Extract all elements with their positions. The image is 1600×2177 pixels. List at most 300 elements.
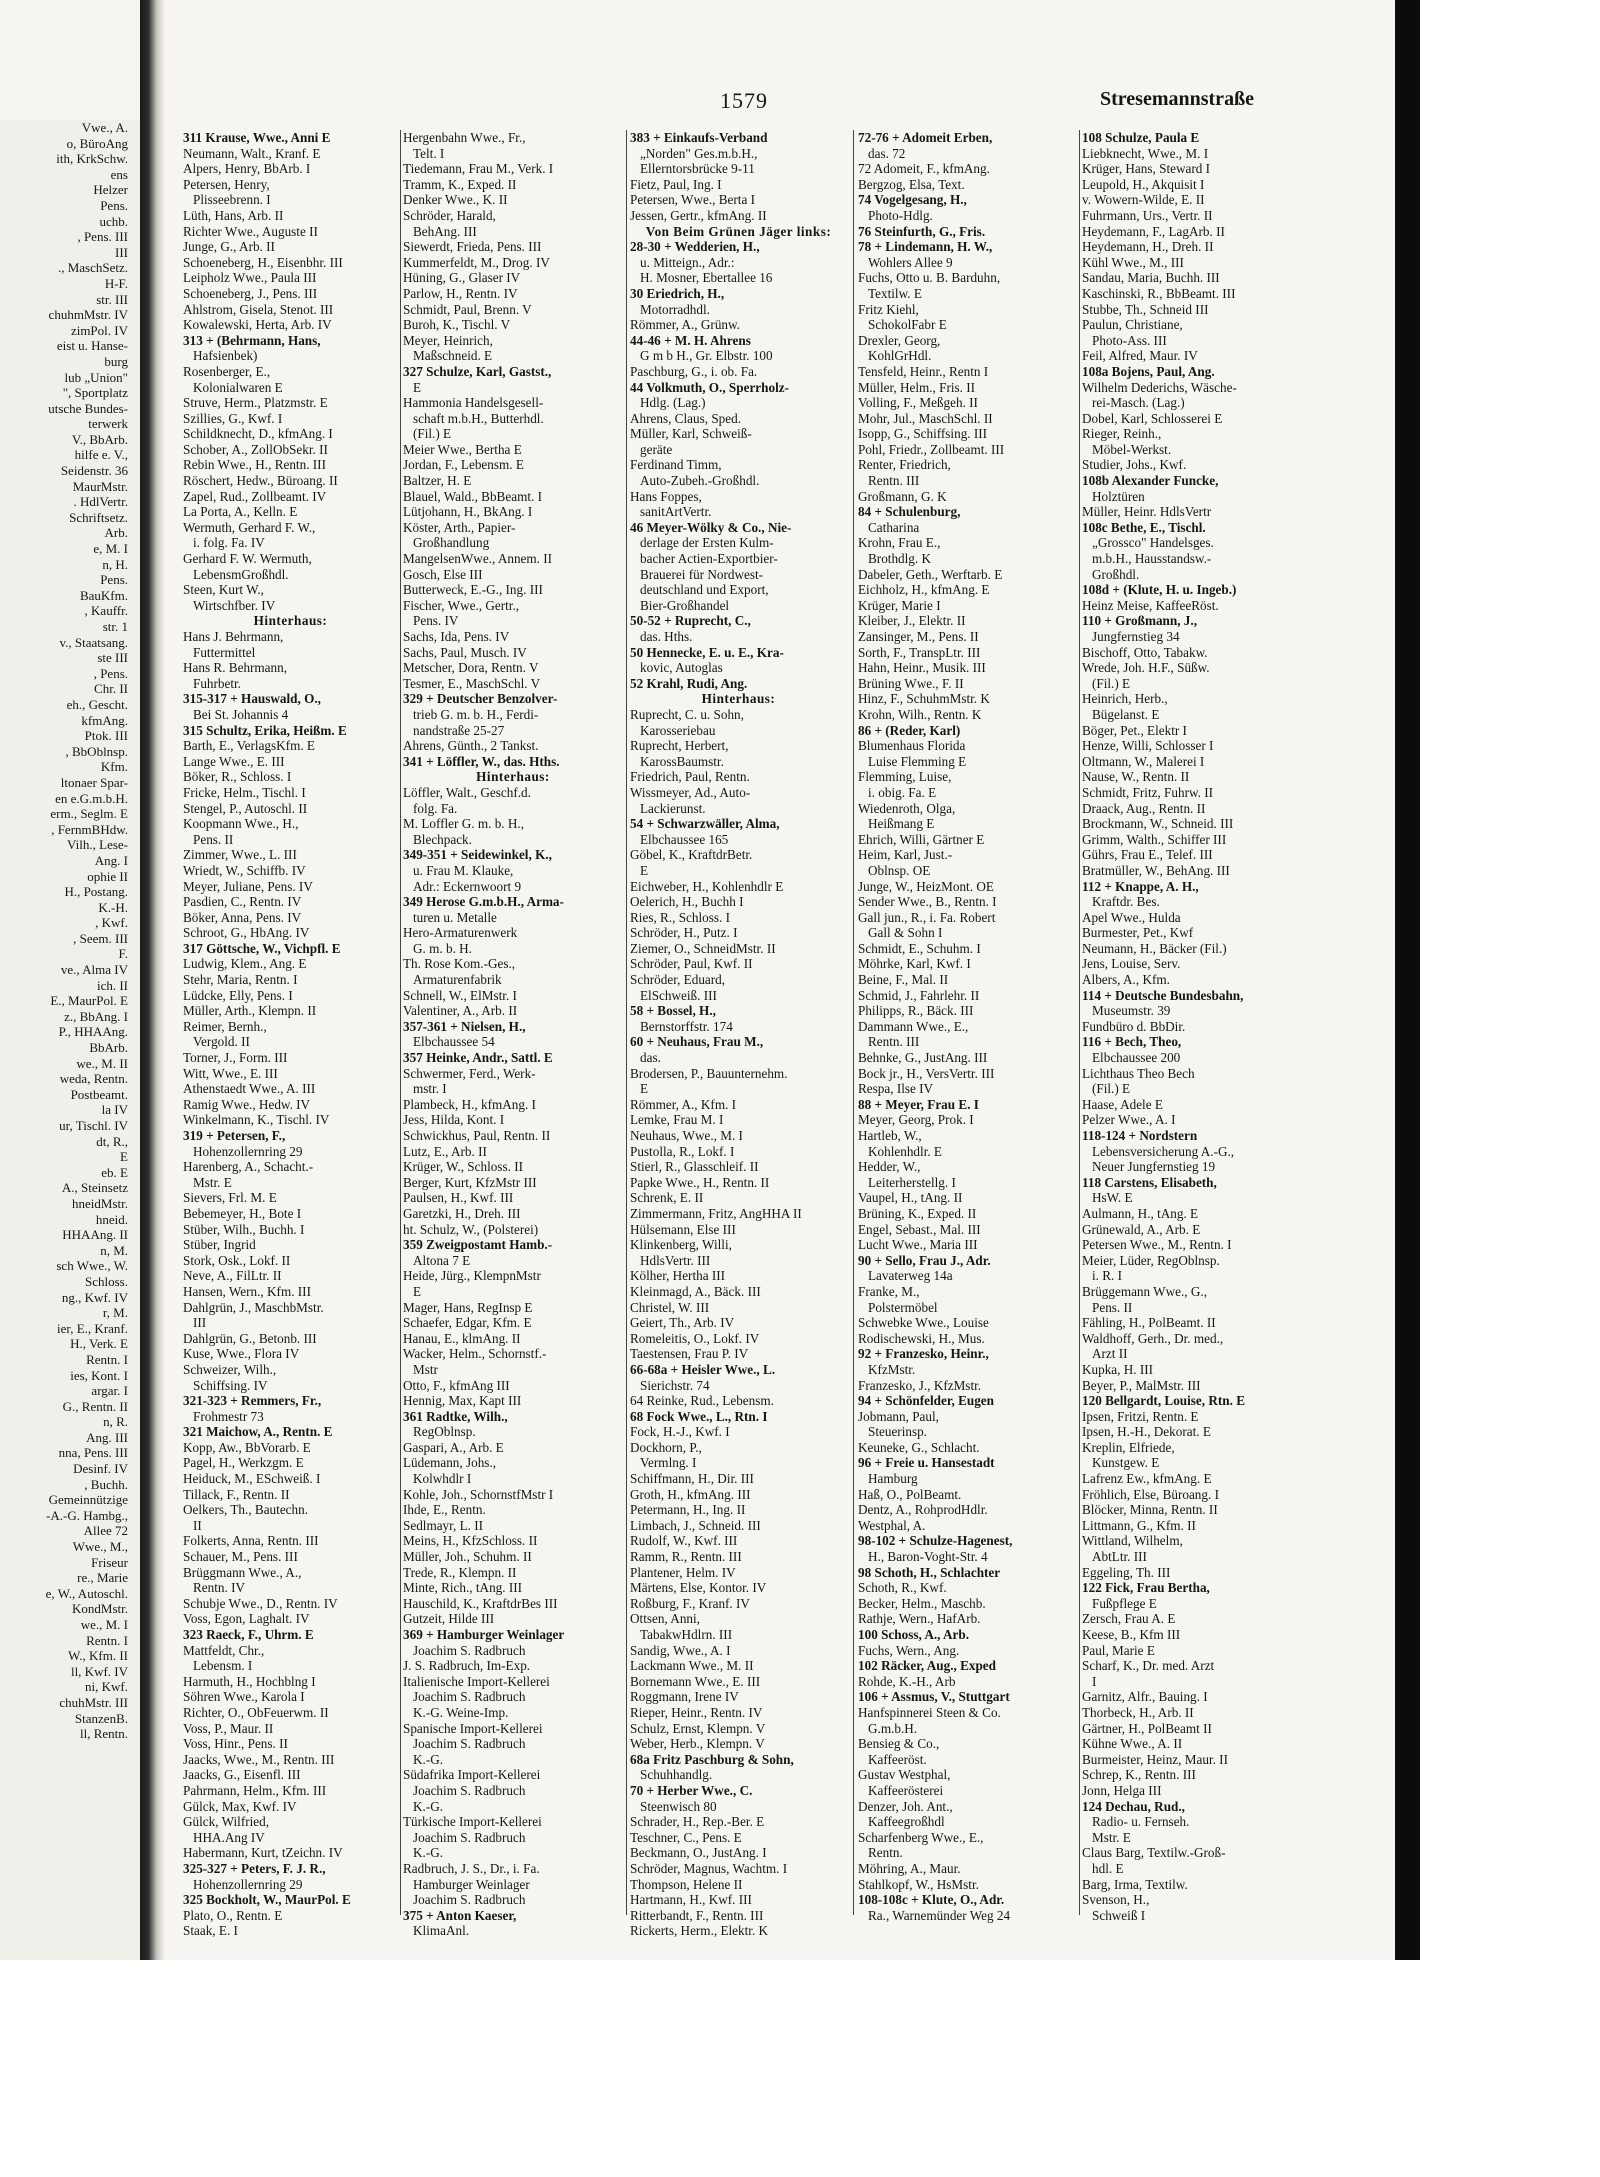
directory-entry: Schröder, Eduard, <box>630 972 726 988</box>
directory-entry: Otto, F., kfmAng III <box>403 1377 510 1393</box>
directory-entry: Mattfeldt, Chr., <box>183 1642 265 1658</box>
directory-entry: Neumann, Walt., Kranf. E <box>183 145 321 161</box>
directory-entry: Museumstr. 39 <box>1092 1003 1171 1019</box>
directory-entry: Folkerts, Anna, Rentn. III <box>183 1533 319 1549</box>
directory-entry: i. obig. Fa. E <box>868 784 937 800</box>
directory-entry: Zersch, Frau A. E <box>1082 1611 1176 1627</box>
directory-entry: Petersen, Henry, <box>183 176 270 192</box>
facing-page-line: Schloss. <box>85 1273 128 1289</box>
facing-page-line: Friseur <box>91 1554 128 1570</box>
directory-entry: Pasdien, C., Rentn. IV <box>183 894 302 910</box>
directory-entry: Hammonia Handelsgesell- <box>403 395 544 411</box>
directory-entry: Becker, Helm., Maschb. <box>858 1595 986 1611</box>
directory-entry: Futtermittel <box>193 644 256 660</box>
house-number-entry: 106 + Assmus, V., Stuttgart <box>858 1689 1010 1705</box>
facing-page-line: Allee 72 <box>83 1523 128 1539</box>
facing-page-line: uchb. <box>99 213 128 229</box>
directory-entry: Rickerts, Herm., Elektr. K <box>630 1923 769 1939</box>
directory-entry: Krohn, Frau E., <box>858 535 941 551</box>
directory-entry: Hans R. Behrmann, <box>183 660 288 676</box>
directory-entry: Oelerich, H., Buchh I <box>630 894 744 910</box>
directory-entry: Jonn, Helga III <box>1082 1782 1162 1798</box>
directory-entry: Hinz, F., SchuhmMstr. K <box>858 691 990 707</box>
directory-entry: Schwermer, Ferd., Werk- <box>403 1065 536 1081</box>
directory-entry: Meyer, Heinrich, <box>403 332 493 348</box>
directory-entry: Bergzog, Elsa, Text. <box>858 176 965 192</box>
directory-entry: Waldhoff, Gerh., Dr. med., <box>1082 1330 1224 1346</box>
facing-page-line: P., HHAAng. <box>58 1024 128 1040</box>
directory-entry: Dockhorn, P., <box>630 1439 702 1455</box>
facing-page-line: E <box>120 1149 128 1165</box>
directory-entry: AbtLtr. III <box>1092 1549 1147 1565</box>
house-number-entry: 108d + (Klute, H. u. Ingeb.) <box>1082 582 1237 598</box>
directory-entry: Denker Wwe., K. II <box>403 192 508 208</box>
directory-entry: v. Wowern-Wilde, E. II <box>1082 192 1205 208</box>
directory-entry: Schildknecht, D., kfmAng. I <box>183 426 333 442</box>
directory-entry: Hafsienbek) <box>193 348 258 364</box>
directory-entry: Roßburg, F., Kranf. IV <box>630 1595 750 1611</box>
directory-entry: KlimaAnl. <box>413 1923 470 1939</box>
house-number-entry: 28-30 + Wedderien, H., <box>630 239 760 255</box>
directory-entry: Klinkenberg, Willi, <box>630 1237 732 1253</box>
directory-entry: Ihde, E., Rentn. <box>403 1502 486 1518</box>
directory-entry: Blumenhaus Florida <box>858 738 966 754</box>
directory-entry: Thompson, Helene II <box>630 1876 743 1892</box>
directory-entry: Bock jr., H., VersVertr. III <box>858 1065 995 1081</box>
directory-entry: Brauerei für Nordwest- <box>640 566 764 582</box>
facing-page-line: ll, Rentn. <box>79 1726 128 1742</box>
directory-entry: Kraftdr. Bes. <box>1092 894 1160 910</box>
directory-entry: KarossBaumstr. <box>640 753 724 769</box>
directory-column-5 <box>1082 130 1299 1930</box>
directory-entry: Lange Wwe., E. III <box>183 753 285 769</box>
facing-page-line: Rentn. I <box>86 1351 128 1367</box>
directory-entry: Ritterbandt, F., Rentn. III <box>630 1907 764 1923</box>
directory-entry: Römmer, A., Grünw. <box>630 317 740 333</box>
directory-entry: Blechpack. <box>413 831 472 847</box>
facing-page-line: Kfm. <box>100 759 128 775</box>
directory-entry: Th. Rose Kom.-Ges., <box>403 956 516 972</box>
directory-entry: Leipholz Wwe., Paula III <box>183 270 317 286</box>
facing-page-line: we., M. I <box>80 1617 128 1632</box>
directory-entry: Löffler, Walt., Geschf.d. <box>403 784 531 800</box>
directory-entry: Frohmestr 73 <box>193 1408 264 1424</box>
directory-entry: Wermuth, Gerhard F. W., <box>183 519 316 535</box>
directory-entry: turen u. Metalle <box>413 909 497 925</box>
facing-page-line: n, M. <box>100 1242 128 1258</box>
facing-page-line: Pens. <box>100 197 128 213</box>
directory-entry: J. S. Radbruch, Im-Exp. <box>403 1658 531 1674</box>
directory-entry: Jobmann, Paul, <box>858 1408 939 1424</box>
directory-entry: Schröder, Paul, Kwf. II <box>630 956 753 972</box>
directory-entry: Leiterherstellg. I <box>868 1174 956 1190</box>
facing-page-line: Desinf. IV <box>73 1461 128 1477</box>
facing-page-line: ste III <box>97 650 128 666</box>
directory-entry: Joachim S. Radbruch <box>413 1892 526 1908</box>
directory-entry: Fuhrmann, Urs., Vertr. II <box>1082 207 1213 223</box>
directory-entry: K.-G. <box>413 1845 444 1861</box>
directory-entry: Jess, Hilda, Kont. I <box>403 1112 505 1128</box>
directory-entry: Rodischewski, H., Mus. <box>858 1330 985 1346</box>
directory-entry: Flemming, Luise, <box>858 769 952 785</box>
directory-entry: Draack, Aug., Rentn. II <box>1082 800 1206 816</box>
directory-entry: Limbach, J., Schneid. III <box>630 1517 761 1533</box>
directory-entry: Meier, Lüder, RegOblnsp. <box>1082 1252 1220 1268</box>
directory-entry: Keuneke, G., Schlacht. <box>858 1439 980 1455</box>
facing-page-line: eh., Gescht. <box>66 696 128 712</box>
directory-entry: Staak, E. I <box>183 1923 238 1939</box>
directory-entry: K.-G. <box>413 1751 444 1767</box>
directory-entry: Beyer, P., MalMstr. III <box>1082 1377 1201 1393</box>
directory-entry: Heiduck, M., ESchweiß. I <box>183 1471 321 1487</box>
directory-entry: Rentn. III <box>868 473 920 489</box>
directory-entry: Schröder, H., Putz. I <box>630 925 738 941</box>
directory-entry: Baltzer, H. E <box>403 473 472 489</box>
directory-entry: (Fil.) E <box>413 426 452 442</box>
directory-entry: Lüdcke, Elly, Pens. I <box>183 987 293 1003</box>
directory-entry: Athenstaedt Wwe., A. III <box>183 1081 316 1097</box>
directory-entry: Schiffsing. IV <box>193 1377 268 1393</box>
directory-entry: Dobel, Karl, Schlosserei E <box>1082 410 1223 426</box>
page-number: 1579 <box>720 88 768 113</box>
directory-entry: Ra., Warnemünder Weg 24 <box>868 1907 1011 1923</box>
directory-entry: Joachim S. Radbruch <box>413 1782 526 1798</box>
directory-entry: Bei St. Johannis 4 <box>193 706 289 722</box>
house-number-entry: 357-361 + Nielsen, H., <box>403 1018 526 1034</box>
house-number-entry: 116 + Bech, Theo, <box>1082 1034 1182 1050</box>
house-number-entry: 76 Steinfurth, G., Fris. <box>858 223 986 239</box>
directory-entry: Fietz, Paul, Ing. I <box>630 176 722 192</box>
directory-entry: ht. Schulz, W., (Polsterei) <box>403 1221 539 1237</box>
directory-entry: Fröhlich, Else, Büroang. I <box>1082 1486 1219 1502</box>
directory-entry: Brüggmann Wwe., A., <box>183 1564 302 1580</box>
directory-entry: Dentz, A., RohprodHdlr. <box>858 1502 988 1518</box>
directory-entry: Adr.: Eckernwoort 9 <box>413 878 522 894</box>
section-heading: Hinterhaus: <box>701 691 776 707</box>
directory-entry: Kaffeegroßhdl <box>868 1814 945 1830</box>
directory-entry: Jaacks, G., Eisenfl. III <box>183 1767 301 1783</box>
directory-entry: Burmester, Pet., Kwf <box>1082 925 1194 941</box>
directory-entry: Schauer, M., Pens. III <box>183 1549 298 1565</box>
directory-entry: Pens. II <box>1092 1299 1133 1315</box>
house-number-entry: 44-46 + M. H. Ahrens <box>630 332 751 348</box>
house-number-entry: 369 + Hamburger Weinlager <box>403 1627 565 1642</box>
directory-entry: Pelzer Wwe., A. I <box>1082 1112 1176 1128</box>
directory-entry: (Fil.) E <box>1092 675 1131 691</box>
facing-page-line: sch Wwe., W. <box>56 1258 128 1274</box>
directory-entry: Sachs, Paul, Musch. IV <box>403 644 527 660</box>
directory-entry: Brüning, K., Exped. II <box>858 1205 977 1221</box>
directory-entry: Möhrke, Karl, Kwf. I <box>858 956 971 972</box>
directory-entry: G m b H., Gr. Elbstr. 100 <box>640 348 773 364</box>
directory-entry: Großhdl. <box>1092 566 1140 582</box>
facing-page-line: , BbOblnsp. <box>65 743 128 759</box>
directory-entry: Lucht Wwe., Maria III <box>858 1237 978 1253</box>
directory-entry: Zansinger, M., Pens. II <box>858 629 979 644</box>
column-rule <box>626 130 627 1915</box>
directory-entry: Rudolf, W., Kwf. III <box>630 1533 738 1549</box>
directory-entry: Schweizer, Wilh., <box>183 1361 277 1377</box>
directory-entry: Holztüren <box>1092 488 1145 504</box>
directory-entry: Feil, Alfred, Maur. IV <box>1082 348 1198 364</box>
facing-page-line: kfmAng. <box>81 712 128 728</box>
directory-column-4 <box>858 130 1076 1930</box>
directory-entry: Lafrenz Ew., kfmAng. E <box>1082 1471 1212 1487</box>
directory-entry: Dahlgrün, G., Betonb. III <box>183 1330 317 1346</box>
directory-entry: Harenberg, A., Schacht.- <box>183 1159 314 1175</box>
directory-entry: Heißmang E <box>868 816 935 832</box>
directory-entry: Oblnsp. OE <box>868 862 931 878</box>
directory-entry: das. Hths. <box>640 629 693 644</box>
house-number-entry: 44 Volkmuth, O., Sperrholz- <box>630 379 790 395</box>
directory-entry: Schrep, K., Rentn. III <box>1082 1767 1196 1783</box>
directory-entry: Jaacks, Wwe., M., Rentn. III <box>183 1751 335 1767</box>
directory-entry: Schoth, R., Kwf. <box>858 1580 947 1596</box>
directory-entry: Stubbe, Th., Schneid III <box>1082 301 1209 317</box>
directory-entry: Wittland, Wilhelm, <box>1082 1533 1183 1549</box>
directory-entry: H., Baron-Voght-Str. 4 <box>868 1549 988 1565</box>
facing-page-line: argar. I <box>91 1383 128 1399</box>
directory-entry: Kummerfeldt, M., Drog. IV <box>403 254 550 270</box>
directory-entry: Bier-Großhandel <box>640 597 730 613</box>
directory-entry: Hanfspinnerei Steen & Co. <box>858 1704 1001 1720</box>
house-number-entry: 315 Schultz, Erika, Heißm. E <box>183 722 347 738</box>
directory-entry: Hamburger Weinlager <box>413 1876 530 1892</box>
directory-entry: Fußpflege E <box>1092 1595 1157 1611</box>
directory-entry: Hohenzollernring 29 <box>193 1876 303 1892</box>
directory-entry: Albers, A., Kfm. <box>1082 972 1170 988</box>
directory-entry: Joachim S. Radbruch <box>413 1642 526 1658</box>
directory-entry: Mohr, Jul., MaschSchl. II <box>858 410 993 426</box>
directory-entry: Wiedenroth, Olga, <box>858 800 956 816</box>
house-number-entry: 74 Vogelgesang, H., <box>858 192 967 208</box>
facing-page-line: G., Rentn. II <box>62 1398 128 1414</box>
facing-page-line: v., Staatsang. <box>59 634 128 650</box>
column-rule <box>853 130 854 1915</box>
column-rule <box>400 130 401 1915</box>
directory-entry: Stüber, Wilh., Buchh. I <box>183 1221 305 1237</box>
directory-entry: Kühl Wwe., M., III <box>1082 254 1184 270</box>
directory-entry: Ahlstrom, Gisela, Stenot. III <box>183 301 334 317</box>
directory-entry: Wriedt, W., Schiffb. IV <box>183 862 306 878</box>
directory-entry: Heinrich, Herb., <box>1082 691 1168 707</box>
directory-entry: Tesmer, E., MaschSchl. V <box>403 675 541 691</box>
directory-entry: HHA.Ang IV <box>193 1829 265 1845</box>
directory-entry: Renter, Friedrich, <box>858 457 951 473</box>
facing-page-line: erm., Seglm. E <box>50 806 128 822</box>
directory-entry: Paulsen, H., Kwf. III <box>403 1190 514 1206</box>
directory-entry: i. R. I <box>1092 1268 1123 1284</box>
directory-entry: Hans J. Behrmann, <box>183 629 284 644</box>
directory-entry: Jens, Louise, Serv. <box>1082 956 1181 972</box>
facing-page-line: e, M. I <box>93 541 128 557</box>
directory-entry: deutschland und Export, <box>640 582 769 598</box>
directory-entry: Brockmann, W., Schneid. III <box>1082 816 1234 832</box>
house-number-entry: 72-76 + Adomeit Erben, <box>858 130 993 145</box>
house-number-entry: 110 + Großmann, J., <box>1082 613 1197 629</box>
directory-entry: Brodersen, P., Bauunternehm. <box>630 1065 788 1081</box>
house-number-entry: 325-327 + Peters, F. J. R., <box>183 1860 326 1876</box>
directory-entry: Habermann, Kurt, tZeichn. IV <box>183 1845 343 1861</box>
directory-entry: Heydemann, F., LagArb. II <box>1082 223 1225 239</box>
directory-entry: Dammann Wwe., E., <box>858 1018 969 1034</box>
directory-entry: Jessen, Gertr., kfmAng. II <box>630 207 767 223</box>
directory-entry: Ferdinand Timm, <box>630 457 722 473</box>
house-number-entry: 68a Fritz Paschburg & Sohn, <box>630 1751 794 1767</box>
directory-entry: Radbruch, J. S., Dr., i. Fa. <box>403 1860 540 1876</box>
directory-entry: KohlGrHdl. <box>868 348 932 364</box>
directory-entry: Denzer, Joh. Ant., <box>858 1798 953 1814</box>
directory-entry: Dahlgrün, J., MaschbMstr. <box>183 1299 324 1315</box>
facing-page-line: Ang. III <box>86 1429 128 1445</box>
facing-page-line: ., MaschSetz. <box>57 260 128 276</box>
directory-entry: Rentn. <box>868 1845 903 1861</box>
directory-entry: Stehr, Maria, Rentn. I <box>183 972 298 988</box>
facing-page-line: , Kauffr. <box>84 603 128 619</box>
directory-entry: 72 Adomeit, F., kfmAng. <box>858 161 990 177</box>
directory-entry: Ruprecht, Herbert, <box>630 738 729 754</box>
house-number-entry: 92 + Franzesko, Heinr., <box>858 1346 989 1362</box>
directory-entry: Neve, A., FilLtr. II <box>183 1268 282 1284</box>
facing-page-line: ies, Kont. I <box>70 1367 128 1383</box>
directory-entry: m.b.H., Hausstandsw.- <box>1092 551 1212 567</box>
directory-entry: Westphal, A. <box>858 1517 926 1533</box>
directory-entry: Sandig, Wwe., A. I <box>630 1642 731 1658</box>
directory-entry: Schroot, G., HbAng. IV <box>183 925 310 941</box>
directory-entry: Dabeler, Geth., Werftarb. E <box>858 566 1003 582</box>
house-number-entry: 108 Schulze, Paula E <box>1082 130 1200 145</box>
house-number-entry: 118-124 + Nordstern <box>1082 1128 1198 1143</box>
directory-entry: Bensieg & Co., <box>858 1736 940 1752</box>
facing-page-line: hilfe e. V., <box>74 447 128 463</box>
facing-page-line: ur, Tischl. IV <box>59 1118 128 1133</box>
directory-entry: Bügelanst. E <box>1092 706 1160 722</box>
directory-entry: Kleiber, J., Elektr. II <box>858 613 966 629</box>
directory-entry: bacher Actien-Exportbier- <box>640 551 778 567</box>
directory-entry: Trede, R., Klempn. II <box>403 1564 517 1580</box>
directory-entry: Krohn, Wilh., Rentn. K <box>858 706 982 722</box>
directory-entry: u. Frau M. Klauke, <box>413 862 514 878</box>
directory-entry: Bischoff, Otto, Tabakw. <box>1082 644 1208 660</box>
directory-entry: Römmer, A., Kfm. I <box>630 1096 737 1112</box>
directory-entry: Stierl, R., Glasschleif. II <box>630 1159 759 1175</box>
directory-entry: Pustolla, R., Lokf. I <box>630 1143 735 1159</box>
directory-entry: Italienische Import-Kellerei <box>403 1673 550 1689</box>
directory-entry: Sender Wwe., B., Rentn. I <box>858 894 997 910</box>
house-number-entry: 321-323 + Remmers, Fr., <box>183 1393 322 1409</box>
facing-page-line: A., Steinsetz <box>61 1180 128 1196</box>
house-number-entry: 50-52 + Ruprecht, C., <box>630 613 751 629</box>
directory-entry: Kölher, Hertha III <box>630 1268 726 1284</box>
house-number-entry: 124 Dechau, Rud., <box>1082 1798 1185 1814</box>
directory-entry: Haß, O., PolBeamt. <box>858 1486 962 1502</box>
facing-page-line: eb. E <box>101 1164 128 1180</box>
facing-page-line: ve., Alma IV <box>60 962 128 978</box>
directory-entry: das. <box>640 1050 661 1066</box>
directory-entry: Fundbüro d. BbDir. <box>1082 1018 1186 1034</box>
directory-entry: Scharf, K., Dr. med. Arzt <box>1082 1658 1215 1674</box>
directory-entry: Szillies, G., Kwf. I <box>183 410 283 426</box>
directory-entry: Schiffmann, H., Dir. III <box>630 1471 754 1487</box>
directory-entry: Joachim S. Radbruch <box>413 1736 526 1752</box>
directory-entry: kovic, Autoglas <box>640 660 723 676</box>
facing-page-line: we., M. II <box>76 1055 128 1071</box>
directory-entry: Volling, F., Meßgeh. II <box>858 395 978 411</box>
directory-entry: Scharfenberg Wwe., E., <box>858 1829 984 1845</box>
directory-entry: Schubje Wwe., D., Rentn. IV <box>183 1595 338 1611</box>
directory-entry: Wohlers Allee 9 <box>868 254 953 270</box>
directory-entry: Beine, F., Mal. II <box>858 972 949 988</box>
directory-entry: Ruprecht, C. u. Sohn, <box>630 706 744 722</box>
directory-entry: Lackmann Wwe., M. II <box>630 1658 754 1674</box>
house-number-entry: 112 + Knappe, A. H., <box>1082 878 1199 894</box>
facing-page-line: ens <box>110 166 128 182</box>
facing-page-line: BauKfm. <box>79 587 128 603</box>
directory-entry: E <box>640 862 649 878</box>
directory-entry: rei-Masch. (Lag.) <box>1092 395 1185 411</box>
house-number-entry: 323 Raeck, F., Uhrm. E <box>183 1627 314 1642</box>
directory-entry: Gustav Westphal, <box>858 1767 951 1783</box>
directory-entry: Lütjohann, H., BkAng. I <box>403 504 533 520</box>
directory-entry: 64 Reinke, Rud., Lebensm. <box>630 1393 774 1409</box>
directory-entry: schaft m.b.H., Butterhdl. <box>413 410 544 426</box>
directory-entry: Witt, Wwe., E. III <box>183 1065 278 1081</box>
directory-entry: LebensmGroßhdl. <box>193 566 289 582</box>
directory-entry: Pagel, H., Werkzgm. E <box>183 1455 304 1471</box>
directory-entry: Lavaterweg 14a <box>868 1268 953 1284</box>
directory-entry: Altona 7 E <box>413 1252 471 1268</box>
house-number-entry: 108a Bojens, Paul, Ang. <box>1082 363 1215 379</box>
directory-entry: Radio- u. Fernseh. <box>1092 1814 1190 1830</box>
running-head-street-name: Stresemannstraße <box>1100 88 1255 110</box>
facing-page-line: nna, Pens. III <box>58 1445 128 1461</box>
directory-entry: MangelsenWwe., Annem. II <box>403 551 553 567</box>
house-number-entry: 98-102 + Schulze-Hagenest, <box>858 1533 1013 1549</box>
facing-page-line: , Pens. III <box>77 229 128 245</box>
directory-entry: Philipps, R., Bäck. III <box>858 1003 974 1019</box>
directory-entry: Schmid, J., Fahrlehr. II <box>858 987 980 1003</box>
directory-entry: Schmidt, Fritz, Fuhrw. II <box>1082 784 1214 800</box>
directory-entry: Gaspari, A., Arb. E <box>403 1439 504 1455</box>
directory-entry: Meyer, Juliane, Pens. IV <box>183 878 313 894</box>
facing-page-line: K.-H. <box>98 899 128 915</box>
directory-entry: Gärtner, H., PolBeamt II <box>1082 1720 1212 1736</box>
directory-entry: Hennig, Max, Kapt III <box>403 1393 522 1409</box>
facing-page-fragment <box>0 120 140 1960</box>
directory-entry: sanitArtVertr. <box>640 504 712 520</box>
directory-entry: Lackierunst. <box>640 800 706 816</box>
directory-entry: Keese, B., Kfm III <box>1082 1627 1181 1642</box>
directory-entry: Grimm, Walth., Schiffer III <box>1082 831 1227 847</box>
house-number-entry: 329 + Deutscher Benzolver- <box>403 691 558 707</box>
house-number-entry: 311 Krause, Wwe., Anni E <box>183 130 331 145</box>
facing-page-line: e, W., Autoschl. <box>45 1585 128 1601</box>
house-number-entry: 118 Carstens, Elisabeth, <box>1082 1174 1217 1190</box>
facing-page-line: n, H. <box>102 556 128 572</box>
facing-page-line: terwerk <box>88 416 128 432</box>
directory-entry: Franzesko, J., KfzMstr. <box>858 1377 982 1393</box>
facing-page-line: weda, Rentn. <box>59 1071 128 1087</box>
directory-entry: Hans Foppes, <box>630 488 702 504</box>
house-number-entry: 78 + Lindemann, H. W., <box>858 239 993 255</box>
directory-entry: Svenson, H., <box>1082 1892 1150 1908</box>
directory-entry: Plato, O., Rentn. E <box>183 1907 283 1923</box>
directory-entry: Gülck, Wilfried, <box>183 1814 270 1830</box>
house-number-entry: 90 + Sello, Frau J., Adr. <box>858 1252 991 1268</box>
directory-entry: Voss, Hinr., Pens. II <box>183 1736 288 1752</box>
directory-entry: Lüdemann, Johs., <box>403 1455 497 1471</box>
directory-entry: Schnell, W., ElMstr. I <box>403 987 517 1003</box>
